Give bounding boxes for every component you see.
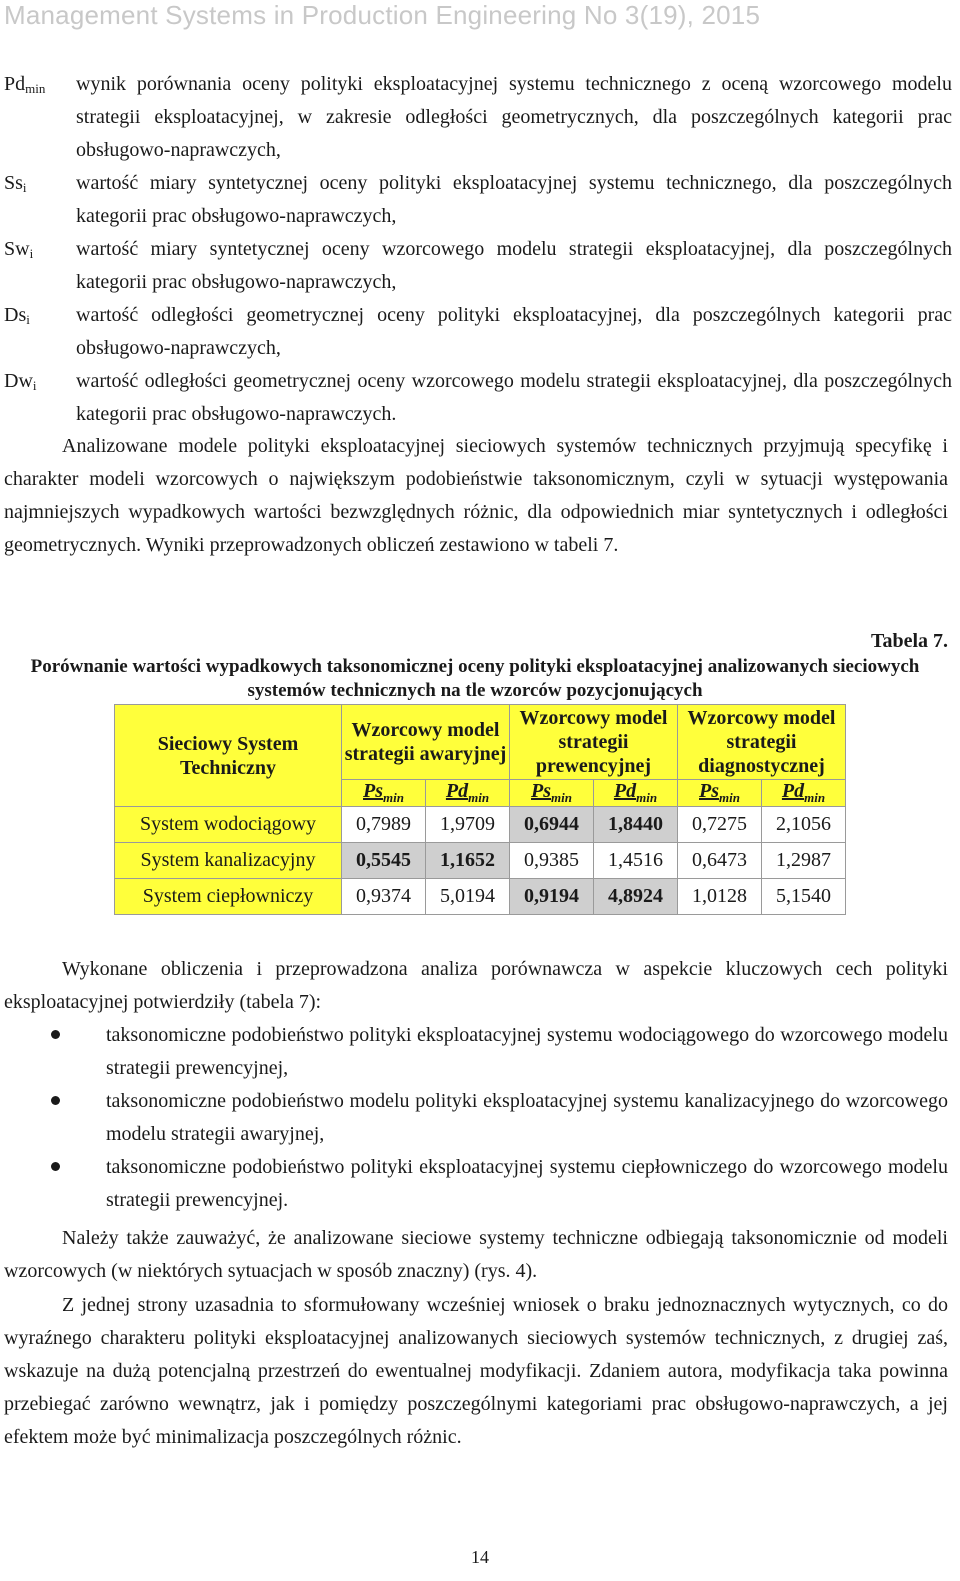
journal-header: Management Systems in Production Engineering No 3(19), 2015	[4, 0, 761, 30]
strategy-header-diagnostic: Wzorcowy model strategii diagnostycznej	[678, 705, 846, 780]
definition-text: wartość miary syntetycznej oceny wzorcowego modelu strategii eksploatacyjnej, dla poszczególnych kategorii prac obsługowo-naprawczych,	[76, 238, 952, 293]
table-cell: 1,0128	[678, 879, 762, 915]
row-system-name: System kanalizacyjny	[115, 843, 342, 879]
strategy-header-emergency: Wzorcowy model strategii awaryjnej	[342, 705, 510, 780]
definition-item	[4, 167, 952, 233]
table-row	[115, 879, 846, 915]
table-number: Tabela 7.	[870, 630, 948, 652]
bullet-icon	[4, 1085, 106, 1151]
table-cell-highlighted: 0,5545	[342, 843, 426, 879]
table-cell: 5,1540	[762, 879, 846, 915]
table-cell-highlighted: 0,9194	[510, 879, 594, 915]
table-cell: 0,6473	[678, 843, 762, 879]
table-cell: 0,9374	[342, 879, 426, 915]
strategy-header-preventive: Wzorcowy model strategii prewencyjnej	[510, 705, 678, 780]
definition-item	[4, 68, 952, 167]
definition-item	[4, 299, 952, 365]
row-system-name: System wodociągowy	[115, 807, 342, 843]
column-ps-min: $Ps_{min}$	[678, 780, 762, 807]
table-cell: 1,9709	[426, 807, 510, 843]
list-item	[4, 1085, 948, 1151]
definition-text: wartość miary syntetycznej oceny polityki eksploatacyjnej systemu technicznego, dla poszczególnych kategorii prac obsługowo-naprawczych,	[76, 172, 952, 227]
list-item-text: taksonomiczne podobieństwo polityki eksploatacyjnej systemu ciepłowniczego do wzorcowego modelu strategii prewencyjnej.	[106, 1156, 948, 1211]
definition-text: wynik porównania oceny polityki eksploatacyjnej systemu technicznego z oceną wzorcowego modelu strategii eksploatacyjnej, w zakresie odległości geometrycznych, dla poszczególnych kategorii prac obsługowo-naprawczych,	[76, 73, 952, 161]
row-system-name: System ciepłowniczy	[115, 879, 342, 915]
table-cell: 2,1056	[762, 807, 846, 843]
symbol-definitions	[4, 68, 952, 431]
column-pd-min: $Pd_{min}$	[594, 780, 678, 807]
table-title: Porównanie wartości wypadkowych taksonomicznej oceny polityki eksploatacyjnej analizowanych sieciowych systemów technicznych na tle wzorców pozycjonujących	[30, 656, 920, 701]
table-cell-highlighted: 1,1652	[426, 843, 510, 879]
table-cell: 1,4516	[594, 843, 678, 879]
conclusion-list	[4, 1019, 948, 1217]
definition-symbol: $Pd_{min}$	[4, 73, 46, 96]
table-corner-header: Sieciowy System Techniczny	[115, 705, 342, 807]
body-paragraph: Wykonane obliczenia i przeprowadzona analiza porównawcza w aspekcie kluczowych cech polityki eksploatacyjnej potwierdziły (tabela 7):	[4, 958, 948, 1013]
table-cell-highlighted: 4,8924	[594, 879, 678, 915]
table-row	[115, 807, 846, 843]
list-item	[4, 1151, 948, 1217]
results-table	[114, 704, 846, 915]
page-number: 14	[471, 1547, 489, 1567]
definition-symbol: $Dw_i$	[4, 370, 37, 393]
definition-item	[4, 233, 952, 299]
table-cell-highlighted: 1,8440	[594, 807, 678, 843]
definition-text: wartość odległości geometrycznej oceny polityki eksploatacyjnej, dla poszczególnych kategorii prac obsługowo-naprawczych,	[76, 304, 952, 359]
table-cell: 0,7275	[678, 807, 762, 843]
column-ps-min: $Ps_{min}$	[510, 780, 594, 807]
table-cell: 1,2987	[762, 843, 846, 879]
definition-symbol: $Sw_i$	[4, 238, 34, 261]
table-cell: 0,7989	[342, 807, 426, 843]
column-pd-min: $Pd_{min}$	[426, 780, 510, 807]
definition-item	[4, 365, 952, 431]
body-paragraph: Należy także zauważyć, że analizowane sieciowe systemy techniczne odbiegają taksonomicznie od modeli wzorcowych (w niektórych sytuacjach w sposób znaczny) (rys. 4).	[4, 1227, 948, 1282]
bullet-icon	[4, 1019, 106, 1085]
definition-symbol: $Ss_i$	[4, 172, 27, 195]
list-item-text: taksonomiczne podobieństwo polityki eksploatacyjnej systemu wodociągowego do wzorcowego modelu strategii prewencyjnej,	[106, 1024, 948, 1079]
table-cell: 5,0194	[426, 879, 510, 915]
list-item-text: taksonomiczne podobieństwo modelu polityki eksploatacyjnej systemu kanalizacyjnego do wzorcowego modelu strategii awaryjnej,	[106, 1090, 948, 1145]
definition-symbol: $Ds_i$	[4, 304, 30, 327]
list-item	[4, 1019, 948, 1085]
table-cell-highlighted: 0,6944	[510, 807, 594, 843]
column-ps-min: $Ps_{min}$	[342, 780, 426, 807]
table-row	[115, 843, 846, 879]
body-paragraph: Analizowane modele polityki eksploatacyjnej sieciowych systemów technicznych przyjmują specyfikę i charakter modeli wzorcowych o największym podobieństwie taksonomicznym, czyli w sytuacji występowania najmniejszych wypadkowych wartości bezwzględnych różnic, dla odpowiednich miar syntetycznych i odległości geometrycznych. Wyniki przeprowadzonych obliczeń zestawiono w tabeli 7.	[4, 435, 948, 556]
body-paragraph: Z jednej strony uzasadnia to sformułowany wcześniej wniosek o braku jednoznacznych wytycznych, co do wyraźnego charakteru polityki eksploatacyjnej analizowanych sieciowych systemów technicznych, z drugiej zaś, wskazuje na dużą potencjalną przestrzeń do ewentualnej modyfikacji. Zdaniem autora, modyfikacja taka powinna przebiegać zarówno wewnątrz, jak i pomiędzy poszczególnymi kategoriami prac obsługowo-naprawczych, a jej efektem może być minimalizacja poszczególnych różnic.	[4, 1294, 948, 1448]
bullet-icon	[4, 1151, 106, 1217]
table-cell: 0,9385	[510, 843, 594, 879]
definition-text: wartość odległości geometrycznej oceny wzorcowego modelu strategii eksploatacyjnej, dla poszczególnych kategorii prac obsługowo-naprawczych.	[76, 370, 952, 425]
column-pd-min: $Pd_{min}$	[762, 780, 846, 807]
